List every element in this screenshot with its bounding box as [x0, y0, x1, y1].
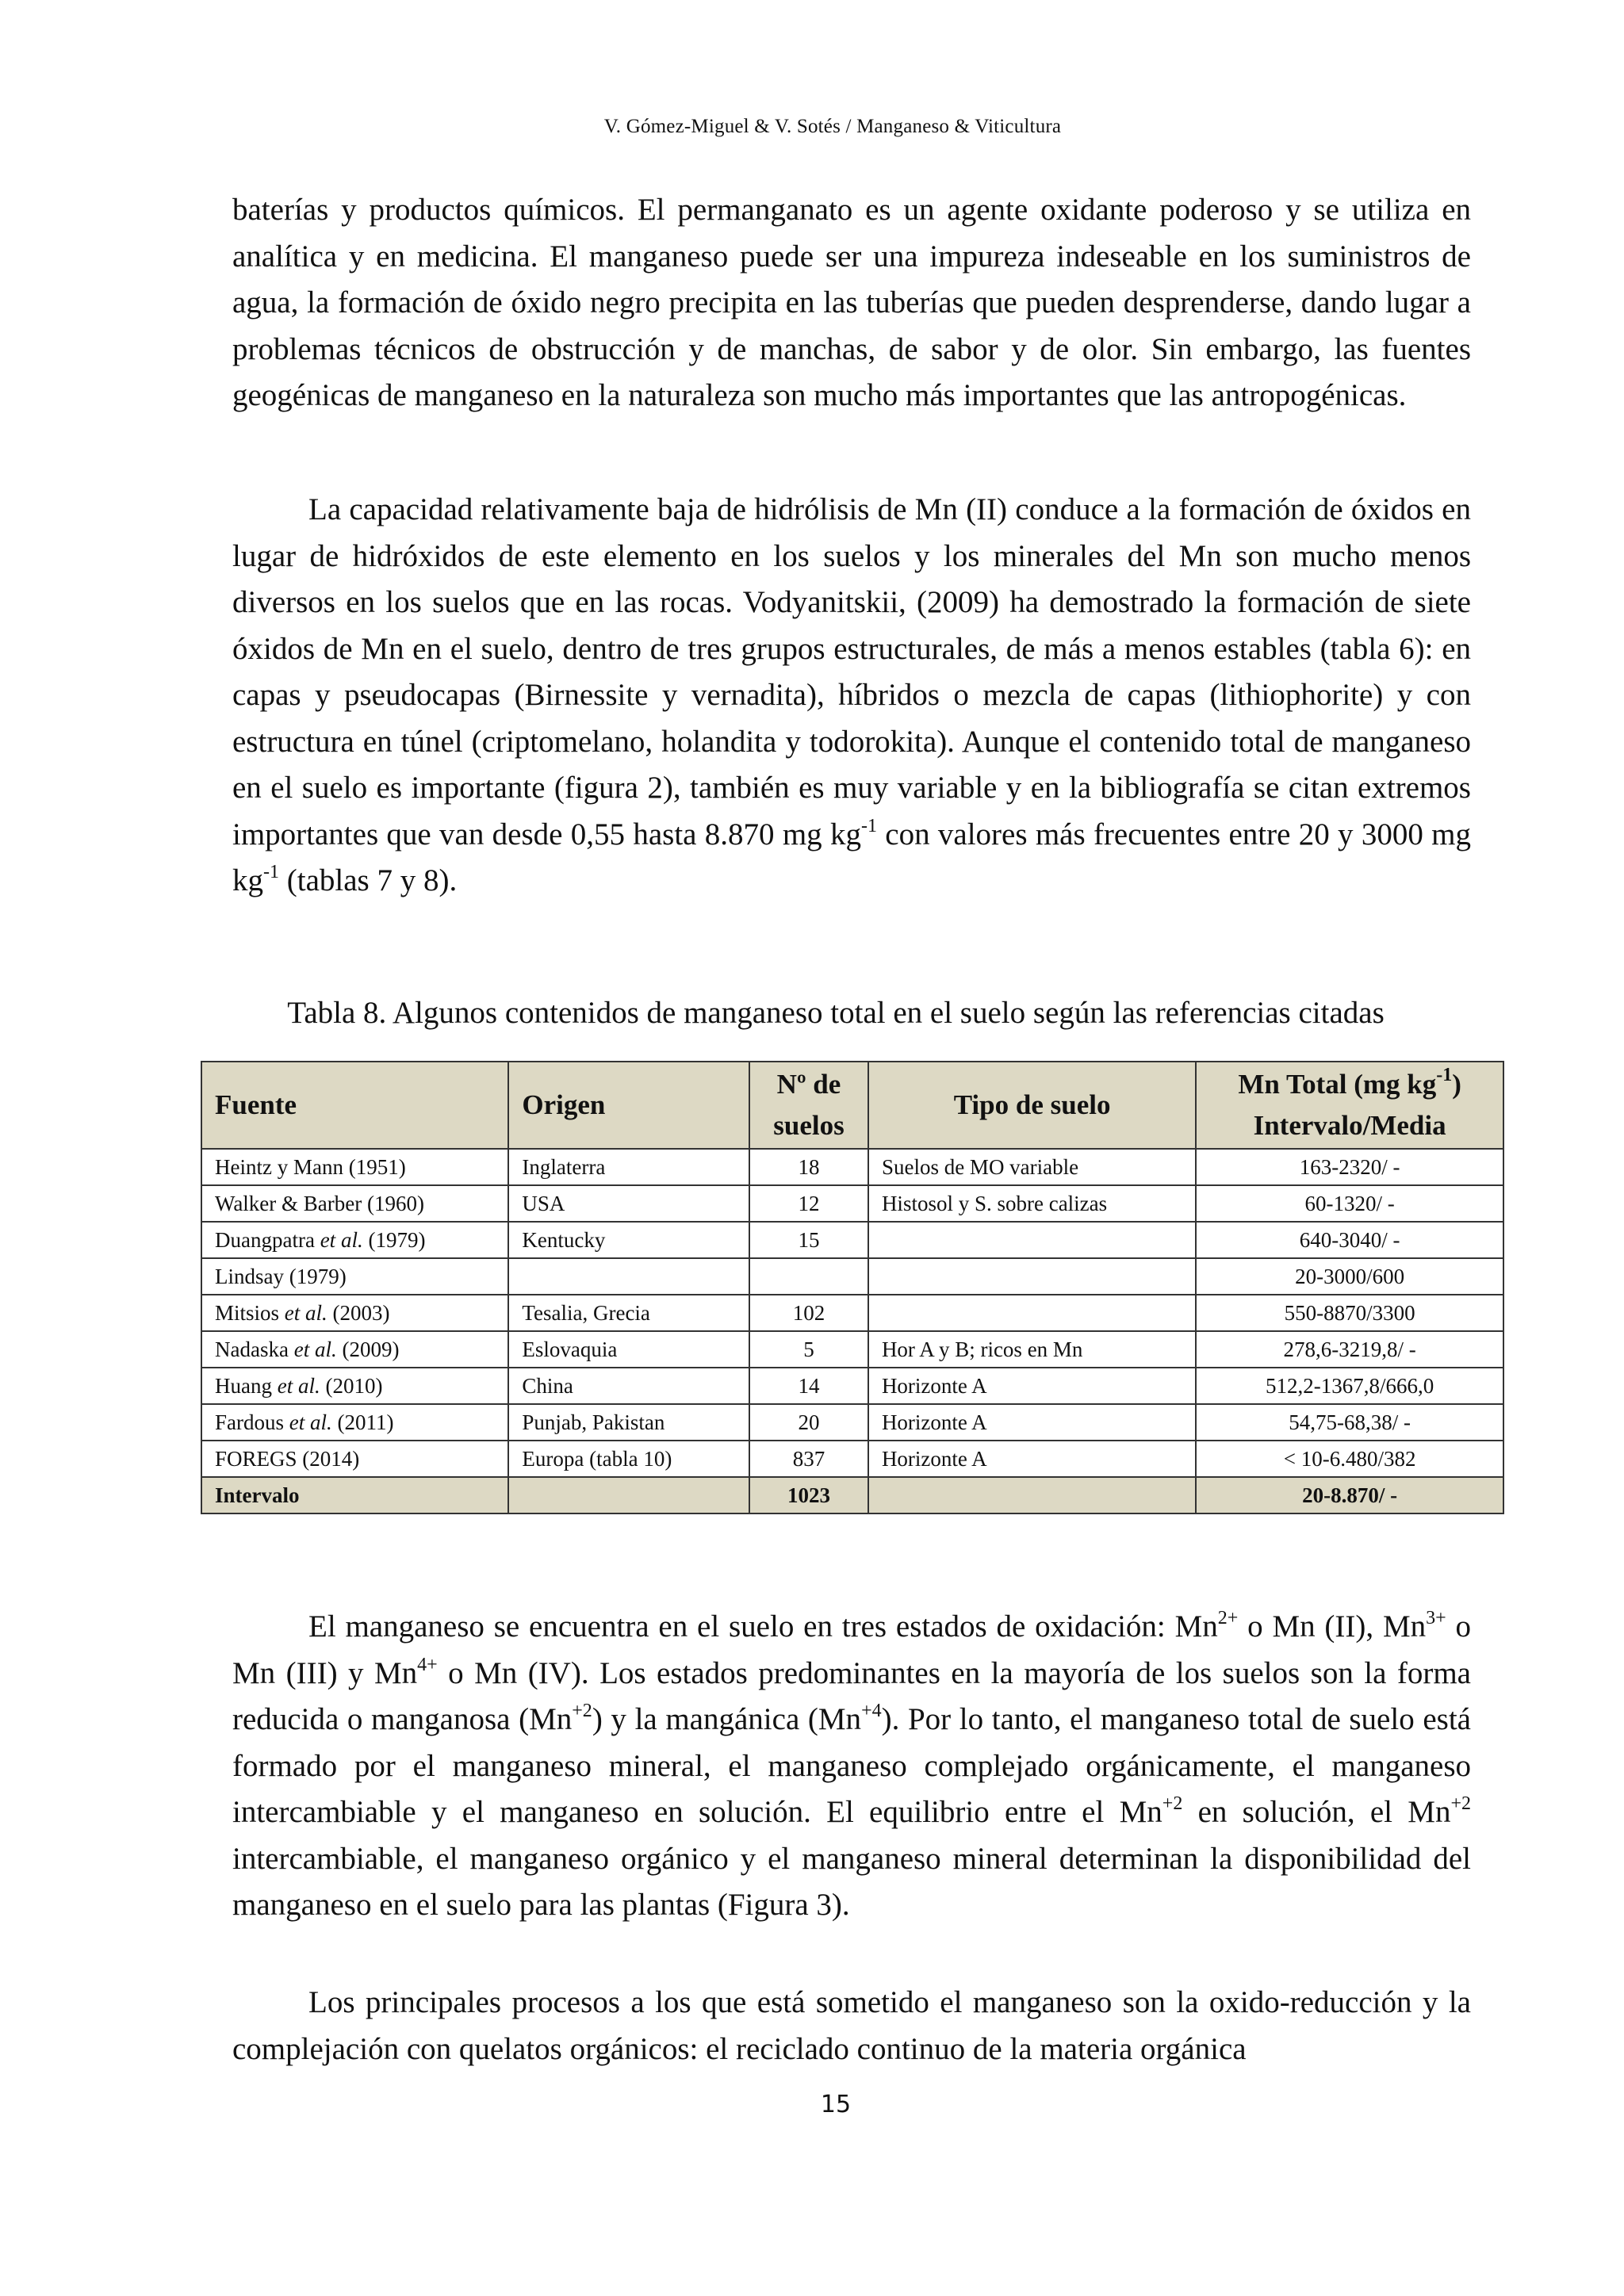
cell-n-suelos: 20	[749, 1404, 868, 1441]
paragraph-1: baterías y productos químicos. El permanganato es un agente oxidante poderoso y se utiliza en analítica y en medicina. El manganeso puede ser una impureza indeseable en los suministros de agua, la formación de óxido negro precipita en las tuberías que pueden desprenderse, dando lugar a problemas técnicos de obstrucción y de manchas, de sabor y de olor. Sin embargo, las fuentes geogénicas de manganeso en la naturaleza son mucho más importantes que las antropogénicas.	[232, 193, 1471, 412]
header-mn-total	[1196, 1062, 1503, 1149]
header-n-suelos-line2: suelos	[773, 1110, 845, 1141]
cell-n-suelos: 837	[749, 1441, 868, 1477]
cell-mn-total: 550-8870/3300	[1196, 1295, 1503, 1331]
cell-fuente	[201, 1441, 508, 1477]
cell-fuente-etal: et al.	[293, 1337, 337, 1361]
cell-origen	[508, 1258, 749, 1295]
header-mn-line2: Intervalo/Media	[1253, 1110, 1446, 1141]
table-row	[201, 1222, 1503, 1258]
header-n-suelos-line1: Nº de	[776, 1069, 841, 1100]
cell-fuente-etal: et al.	[284, 1300, 327, 1325]
superscript: -1	[860, 815, 877, 836]
table-row	[201, 1368, 1503, 1404]
cell-fuente-author: Fardous	[215, 1410, 289, 1434]
p3-f: ). Por lo tanto, el manganeso total de suelo está formado por el manganeso mineral, el manganeso complejado orgánicamente, el manganeso intercambiable y el manganeso en solución. El equilibrio entre el Mn	[232, 1702, 1471, 1829]
table-row	[201, 1295, 1503, 1331]
cell-mn-total: 640-3040/ -	[1196, 1222, 1503, 1258]
table-row	[201, 1149, 1503, 1185]
page-number: 15	[820, 2091, 852, 2118]
total-origin	[508, 1477, 749, 1513]
cell-fuente-author: Heintz y Mann (1951)	[215, 1154, 406, 1179]
cell-mn-total: < 10-6.480/382	[1196, 1441, 1503, 1477]
cell-fuente	[201, 1149, 508, 1185]
cell-tipo-suelo: Horizonte A	[868, 1404, 1196, 1441]
p3-h: intercambiable, el manganeso orgánico y el manganeso mineral determinan la disponibilidad del manganeso en el suelo para las plantas (Figura 3).	[232, 1841, 1471, 1922]
cell-fuente-etal: et al.	[320, 1227, 363, 1252]
cell-fuente-year: (1979)	[362, 1227, 426, 1252]
cell-fuente-author: Nadaska	[215, 1337, 294, 1361]
cell-tipo-suelo: Suelos de MO variable	[868, 1149, 1196, 1185]
cell-tipo-suelo	[868, 1295, 1196, 1331]
cell-origen: Tesalia, Grecia	[508, 1295, 749, 1331]
cell-fuente	[201, 1295, 508, 1331]
paragraph-2-block	[232, 487, 1471, 905]
cell-fuente-author: Duangpatra	[215, 1227, 320, 1252]
cell-origen: USA	[508, 1185, 749, 1222]
p3-a: El manganeso se encuentra en el suelo en tres estados de oxidación: Mn	[308, 1609, 1218, 1644]
paragraph-2	[232, 487, 1471, 905]
superscript: +2	[572, 1701, 592, 1721]
cell-mn-total: 278,6-3219,8/ -	[1196, 1331, 1503, 1368]
table-row	[201, 1404, 1503, 1441]
cell-fuente-year: (2009)	[336, 1337, 400, 1361]
p3-b: o Mn (II), Mn	[1238, 1609, 1427, 1644]
header-n-suelos	[749, 1062, 868, 1149]
cell-fuente-etal: et al.	[277, 1373, 320, 1398]
running-header: V. Gómez-Miguel & V. Sotés / Manganeso & Viticultura	[603, 116, 1062, 137]
cell-n-suelos	[749, 1258, 868, 1295]
cell-n-suelos: 102	[749, 1295, 868, 1331]
cell-fuente-author: FOREGS (2014)	[215, 1446, 360, 1471]
superscript: 2+	[1217, 1608, 1239, 1628]
cell-fuente-author: Mitsios	[215, 1300, 285, 1325]
manganese-table	[201, 1061, 1504, 1514]
cell-fuente	[201, 1185, 508, 1222]
total-label: Intervalo	[201, 1477, 508, 1513]
cell-origen: Punjab, Pakistan	[508, 1404, 749, 1441]
cell-fuente	[201, 1331, 508, 1368]
table-row	[201, 1331, 1503, 1368]
cell-fuente-etal: et al.	[289, 1410, 332, 1434]
header-fuente: Fuente	[201, 1062, 508, 1149]
cell-tipo-suelo: Horizonte A	[868, 1441, 1196, 1477]
cell-mn-total: 54,75-68,38/ -	[1196, 1404, 1503, 1441]
total-n: 1023	[749, 1477, 868, 1513]
cell-fuente-year: (2011)	[331, 1410, 394, 1434]
cell-fuente	[201, 1404, 508, 1441]
cell-tipo-suelo	[868, 1258, 1196, 1295]
cell-n-suelos: 14	[749, 1368, 868, 1404]
paragraph-3-block	[232, 1604, 1471, 1929]
cell-n-suelos: 12	[749, 1185, 868, 1222]
total-soil	[868, 1477, 1196, 1513]
p3-e: ) y la mangánica (Mn	[592, 1702, 862, 1736]
cell-fuente	[201, 1258, 508, 1295]
superscript: +2	[1162, 1793, 1183, 1814]
cell-origen: Kentucky	[508, 1222, 749, 1258]
paragraph-4-block	[232, 1980, 1471, 2072]
cell-fuente-author: Walker & Barber (1960)	[215, 1191, 424, 1215]
cell-mn-total: 163-2320/ -	[1196, 1149, 1503, 1185]
cell-n-suelos: 18	[749, 1149, 868, 1185]
header-mn-line1: Mn Total (mg kg	[1238, 1069, 1437, 1100]
paragraph-3	[232, 1604, 1471, 1929]
cell-mn-total: 20-3000/600	[1196, 1258, 1503, 1295]
superscript: -1	[1436, 1065, 1453, 1085]
cell-fuente	[201, 1222, 508, 1258]
superscript: +2	[1450, 1793, 1471, 1814]
header-origen: Origen	[508, 1062, 749, 1149]
header-mn-paren: )	[1452, 1069, 1461, 1100]
cell-origen: Europa (tabla 10)	[508, 1441, 749, 1477]
cell-tipo-suelo: Hor A y B; ricos en Mn	[868, 1331, 1196, 1368]
superscript: 3+	[1426, 1608, 1446, 1628]
cell-tipo-suelo: Horizonte A	[868, 1368, 1196, 1404]
cell-origen: Eslovaquia	[508, 1331, 749, 1368]
p3-g: en solución, el Mn	[1182, 1795, 1451, 1829]
cell-mn-total: 60-1320/ -	[1196, 1185, 1503, 1222]
table-total-row	[201, 1477, 1503, 1513]
paragraph-2-text-c: (tablas 7 y 8).	[279, 863, 458, 897]
table-caption: Tabla 8. Algunos contenidos de manganeso total en el suelo según las referencias citadas	[287, 996, 1385, 1030]
total-mn: 20-8.870/ -	[1196, 1477, 1503, 1513]
p3-d: o Mn (IV). Los estados predominantes en la mayoría de los suelos son la forma reducida o manganosa (Mn	[232, 1655, 1471, 1736]
table-row	[201, 1441, 1503, 1477]
table-row	[201, 1258, 1503, 1295]
paragraph-1-block	[232, 187, 1471, 419]
header-tipo-suelo: Tipo de suelo	[868, 1062, 1196, 1149]
cell-fuente-year: (2003)	[327, 1300, 390, 1325]
paragraph-4: Los principales procesos a los que está sometido el manganeso son la oxido-reducción y la complejación con quelatos orgánicos: el reciclado continuo de la materia orgánica	[232, 1985, 1471, 2066]
superscript: +4	[861, 1701, 882, 1721]
cell-origen: China	[508, 1368, 749, 1404]
table-header-row	[201, 1062, 1503, 1149]
cell-n-suelos: 5	[749, 1331, 868, 1368]
cell-fuente-year: (2010)	[320, 1373, 383, 1398]
paragraph-2-text-a: La capacidad relativamente baja de hidrólisis de Mn (II) conduce a la formación de óxidos en lugar de hidróxidos de este elemento en los suelos y los minerales del Mn son mucho menos diversos en los suelos que en las rocas. Vodyanitskii, (2009) ha demostrado la formación de siete óxidos de Mn en el suelo, dentro de tres grupos estructurales, de más a menos estables (tabla 6): en capas y pseudocapas (Birnessite y vernadita), híbridos o mezcla de capas (lithiophorite) y con estructura en túnel (criptomelano, holandita y todorokita). Aunque el contenido total de manganeso en el suelo es importante (figura 2), también es muy variable y en la bibliografía se citan extremos importantes que van desde 0,55 hasta 8.870 mg kg	[232, 492, 1471, 851]
cell-tipo-suelo: Histosol y S. sobre calizas	[868, 1185, 1196, 1222]
paragraph-2-text-b: con valores más frecuentes entre 20 y 3000 mg kg	[232, 817, 1471, 897]
p3-c: o Mn (III) y Mn	[232, 1609, 1472, 1690]
cell-mn-total: 512,2-1367,8/666,0	[1196, 1368, 1503, 1404]
cell-n-suelos: 15	[749, 1222, 868, 1258]
table-row	[201, 1185, 1503, 1222]
superscript: 4+	[417, 1654, 438, 1675]
cell-fuente	[201, 1368, 508, 1404]
table-body	[201, 1149, 1503, 1513]
cell-fuente-author: Huang	[215, 1373, 278, 1398]
superscript: -1	[263, 862, 279, 882]
cell-fuente-author: Lindsay (1979)	[215, 1264, 347, 1288]
cell-tipo-suelo	[868, 1222, 1196, 1258]
cell-origen: Inglaterra	[508, 1149, 749, 1185]
